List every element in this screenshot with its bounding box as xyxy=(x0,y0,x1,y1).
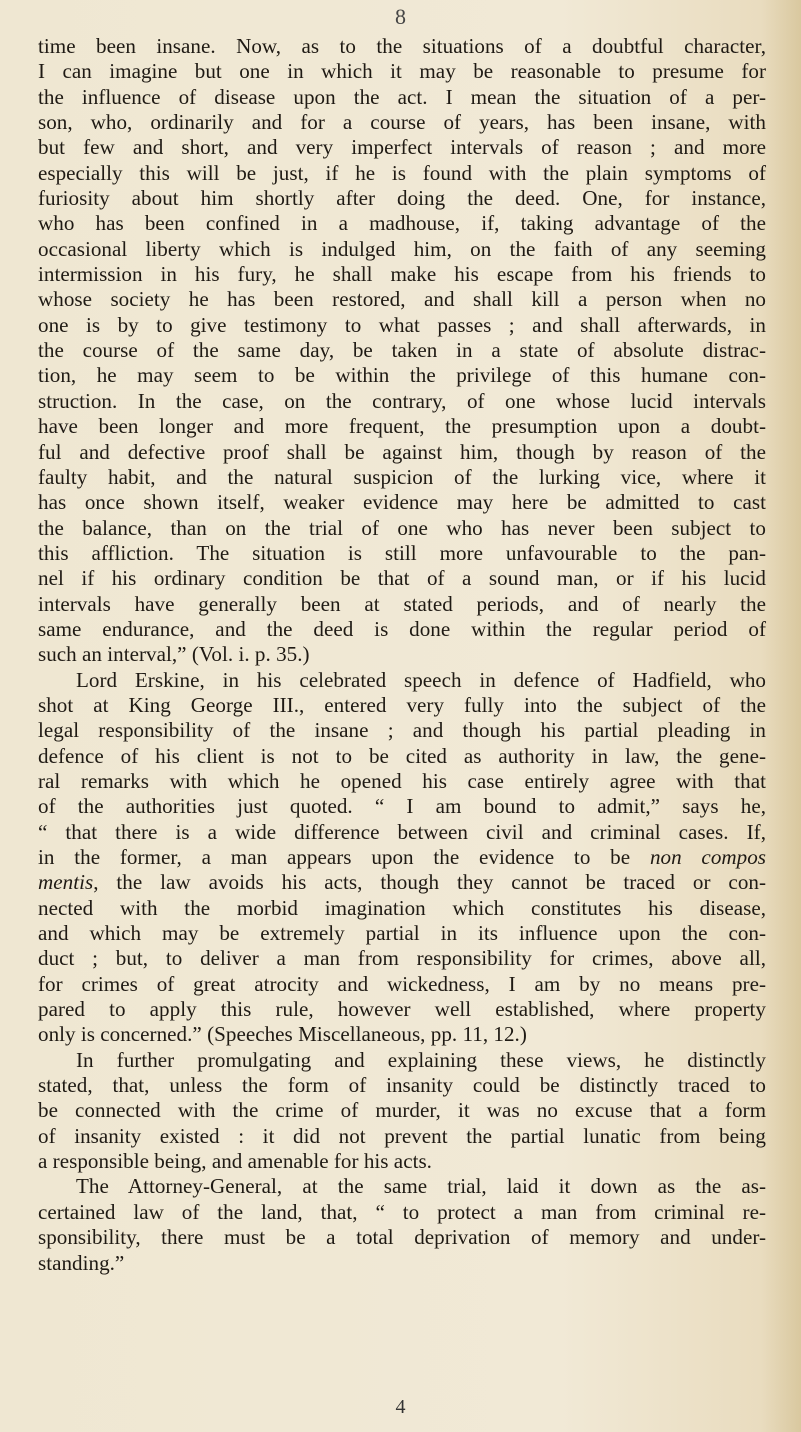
page-number: 8 xyxy=(395,4,406,29)
signature-mark: 4 xyxy=(395,1396,406,1418)
text-line: of insanity existed : it did not prevent the partial lunatic from being xyxy=(38,1123,766,1148)
text-line: and which may be extremely partial in its influence upon the con- xyxy=(38,921,766,946)
text-line: struction. In the case, on the contrary, of one whose lucid intervals xyxy=(38,388,766,413)
text-line: The Attorney-General, at the same trial, laid it down as the as- xyxy=(76,1174,766,1199)
text-line: but few and short, and very imperfect intervals of reason ; and more xyxy=(38,135,766,160)
text-line: occasional liberty which is indulged him, on the faith of any seeming xyxy=(38,236,766,261)
text-line: “ that there is a wide difference between civil and criminal cases. If, xyxy=(38,819,766,844)
text-line: faulty habit, and the natural suspicion of the lurking vice, where it xyxy=(38,464,766,489)
text-line: who has been confined in a madhouse, if, taking advantage of the xyxy=(38,211,766,236)
text-line: in the former, a man appears upon the evidence to be non compos xyxy=(38,845,767,869)
text-line: Lord Erskine, in his celebrated speech in defence of Hadfield, who xyxy=(76,667,766,692)
text-line: same endurance, and the deed is done within the regular period of xyxy=(38,616,766,641)
text-line: intervals have generally been at stated periods, and of nearly the xyxy=(38,591,766,616)
text-line: only is concerned.” (Speeches Miscellaneous, pp. 11, 12.) xyxy=(38,1022,527,1047)
text-line: pared to apply this rule, however well established, where property xyxy=(38,997,766,1022)
text-line: defence of his client is not to be cited as authority in law, the gene- xyxy=(38,743,766,768)
text-line: nel if his ordinary condition be that of a sound man, or if his lucid xyxy=(38,566,766,591)
text-line: ral remarks with which he opened his case entirely agree with that xyxy=(38,768,766,793)
text-line: have been longer and more frequent, the presumption upon a doubt- xyxy=(38,414,766,439)
text-line: time been insane. Now, as to the situations of a doubtful character, xyxy=(38,34,766,58)
text-line: whose society he has been restored, and shall kill a person when no xyxy=(38,287,766,312)
text-line: this affliction. The situation is still more unfavourable to the pan- xyxy=(38,540,766,565)
text-line: be connected with the crime of murder, it was no excuse that a form xyxy=(38,1098,766,1123)
text-line: especially this will be just, if he is found with the plain symptoms of xyxy=(38,160,766,185)
text-line: mentis, the law avoids his acts, though they cannot be traced or con- xyxy=(38,870,766,895)
text-line: nected with the morbid imagination which constitutes his disease, xyxy=(38,895,766,920)
text-line: stated, that, unless the form of insanity could be distinctly traced to xyxy=(38,1073,766,1098)
text-line: duct ; but, to deliver a man from responsibility for crimes, above all, xyxy=(38,946,766,971)
text-line: son, who, ordinarily and for a course of years, has been insane, with xyxy=(38,110,766,135)
text-line: for crimes of great atrocity and wickedness, I am by no means pre- xyxy=(38,971,766,996)
text-line: In further promulgating and explaining these views, he distinctly xyxy=(76,1047,766,1072)
text-line: intermission in his fury, he shall make his escape from his friends to xyxy=(38,262,766,287)
body-text xyxy=(38,34,766,1276)
text-line: standing.” xyxy=(38,1250,125,1275)
text-line: a responsible being, and amenable for his acts. xyxy=(38,1149,432,1174)
text-line: the balance, than on the trial of one who has never been subject to xyxy=(38,515,766,540)
text-line: has once shown itself, weaker evidence may here be admitted to cast xyxy=(38,490,766,515)
text-line: of the authorities just quoted. “ I am bound to admit,” says he, xyxy=(38,794,766,819)
text-line: legal responsibility of the insane ; and though his partial pleading in xyxy=(38,718,766,743)
text-line: sponsibility, there must be a total deprivation of memory and under- xyxy=(38,1225,766,1250)
text-line: such an interval,” (Vol. i. p. 35.) xyxy=(38,642,310,667)
text-line: ful and defective proof shall be against him, though by reason of the xyxy=(38,439,766,464)
text-line: shot at King George III., entered very fully into the subject of the xyxy=(38,692,766,717)
text-line: certained law of the land, that, “ to protect a man from criminal re- xyxy=(38,1199,766,1224)
text-line: furiosity about him shortly after doing the deed. One, for instance, xyxy=(38,186,766,211)
text-line: the course of the same day, be taken in a state of absolute distrac- xyxy=(38,338,766,363)
text-line: the influence of disease upon the act. I mean the situation of a per- xyxy=(38,84,766,109)
text-line: tion, he may seem to be within the privilege of this humane con- xyxy=(38,363,766,388)
text-line: one is by to give testimony to what passes ; and shall afterwards, in xyxy=(38,312,766,337)
text-line: I can imagine but one in which it may be reasonable to presume for xyxy=(38,59,766,84)
